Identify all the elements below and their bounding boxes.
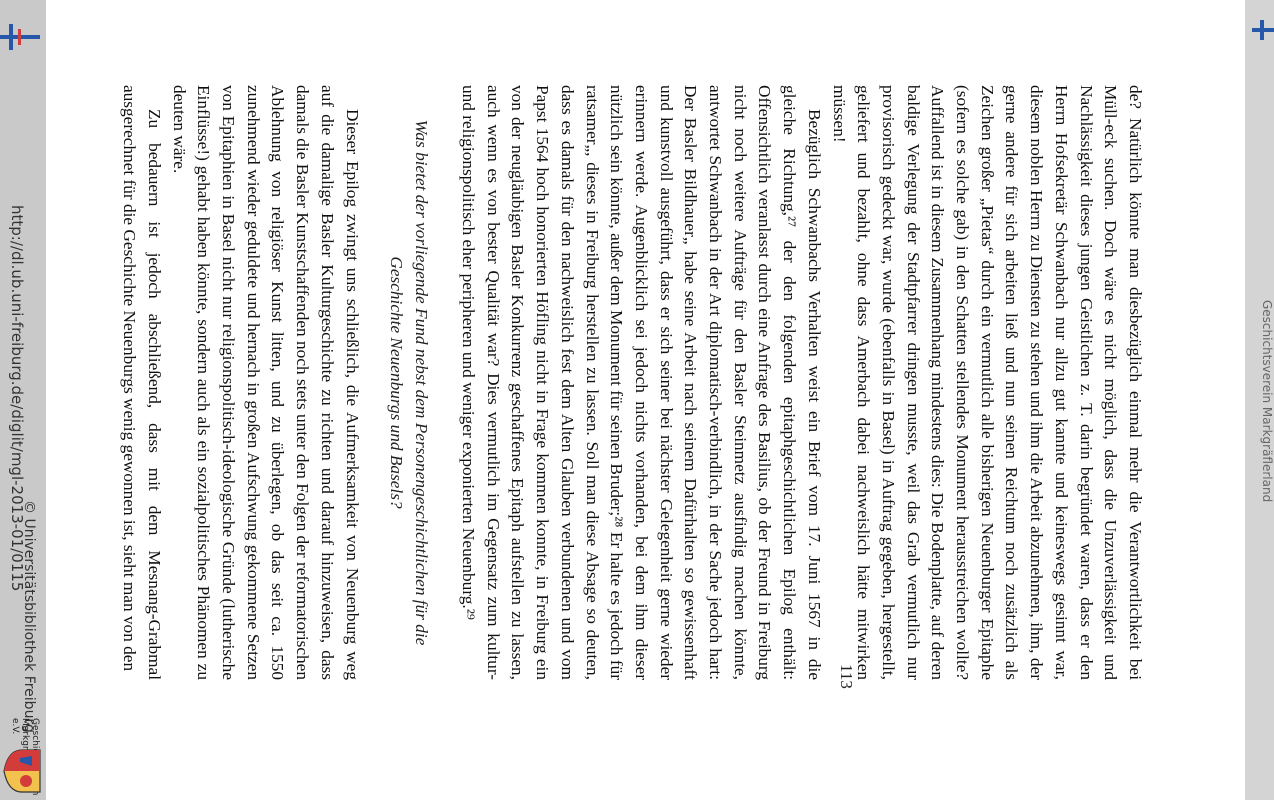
running-head: Geschichtsverein Markgräflerland	[1260, 300, 1274, 503]
right-text-column	[455, 85, 1147, 680]
paragraph: Zu bedauern ist jedoch abschließend, dass mit dem Mesnang-Grabmal ausgerechnet für die Geschichte Neuenburgs wenig gewonnen ist, sieht man von den	[120, 85, 164, 680]
section-heading: Was bietet der vorliegende Fund nebst dem Personengeschichtlichen für die Geschichte Neuenburgs und Basels?	[387, 119, 431, 646]
paragraph: Bezüglich Schwanbachs Verhalten weist ein Brief vom 17. Juni 1567 in die gleiche Richtung,²⁷ der den folgenden epitaphgeschichtlichen Epilog enthält: Offensichtlich veranlasst durch eine Anfrage des Basilius, ob der Freund in Freiburg nicht noch weitere Aufträge für den Basler Steinmetz ausfindig machen könnte, antwortet Schwanbach in der Art diplomatisch-verbindlich, in der Sache jedoch hart: Der Basler Bildhauer„ habe seine Arbeit nach seinem Dafürhalten so gewissenhaft und kunstvoll ausgeführt, dass er sich seiner bei nächster Gelegenheit gerne wieder erinnern werde. Augenblicklich sei jedoch nichts vorhanden, bei dem ihm dieser nützlich sein könnte, außer dem Monument für seinen Bruder;²⁸ Er halte es jedoch für ratsamer„, dieses in Freiburg herstellen zu lassen. Soll man diese Absage so deuten, dass es damals für den nachweislich fest dem Alten Glauben verbundenen und vom Papst 1564 hoch honorierten Höfling nicht in Frage kommen konnte, in Freiburg ein von der neugläubigen Basler Konkurrenz geschaffenes Epitaph aufstellen zu lassen, auch wenn es von bester Qualität war? Dies vermutlich im Gegensatz zum kultur- und religionspolitisch eher peripheren und weniger exponierten Neuenburg.²⁹	[459, 85, 824, 680]
footer-url-link[interactable]: http://dl.ub.uni-freiburg.de/diglit/mgl-2013-01/0115	[8, 205, 26, 592]
left-text-column	[117, 85, 471, 680]
page-number: 113	[837, 664, 856, 689]
paragraph: Dieser Epilog zwingt uns schließlich, die Aufmerksamkeit von Neuenburg weg auf die damalige Basler Kulturgeschichte zu richten und darauf hinzuweisen, dass damals die Basler Kunstschaffenden noch stets unter den Folgen der reformatorischen Ablehnung von religiöser Kunst litten, und zu überlegen, ob das seit ca. 1550 zunehmend wieder geduldete und hernach in großen Aufschwung gekommene Setzen von Epitaphien in Basel nicht nur religionspolitisch-ideologische Gründe (lutherische Einflüsse!) gehabt haben könnte, sondern auch als ein sozialpolitisches Phänomen zu deuten wäre.	[169, 85, 362, 680]
footer-copyright: © Universitätsbibliothek Freiburg	[21, 500, 37, 733]
coat-of-arms-icon	[2, 748, 42, 794]
footer-association: e.V.	[10, 718, 20, 735]
paragraph: de? Natürlich könnte man diesbezüglich einmal mehr die Verantwortlichkeit bei Müll-eck suchen. Doch wäre es nicht möglich, dass die Unzuverlässigkeit und Nachlässigkeit dieses jungen Geistlichen z. T. darin begründet waren, dass er den Herrn Hofsekretär Schwanbach nur allzu gut kannte und keineswegs gesinnt war, diesem noblen Herrn zu Diensten zu stehen und ihm die Arbeit abzunehmen, ihm, der gerne andere für sich arbeiten ließ und nun seinen Reichtum noch zusätzlich als Zeichen großer „Pietas“ durch ein vermutlich alle bisherigen Neuenburger Epitaphe (sofern es solche gab) in den Schatten stellendes Monument herausstreichen wollte? Auffallend ist in diesem Zusammenhang mindestens dies: Die Bodenplatte, auf deren baldige Verlegung der Stadtpfarrer dringen musste, weil das Grab vermutlich nur provisorisch gedeckt war, wurde (ebenfalls in Basel) in Auftrag gegeben, hergestellt, geliefert und bezahlt, ohne dass Amerbach dabei nachweislich hätte mitwirken müssen!	[829, 85, 1145, 680]
